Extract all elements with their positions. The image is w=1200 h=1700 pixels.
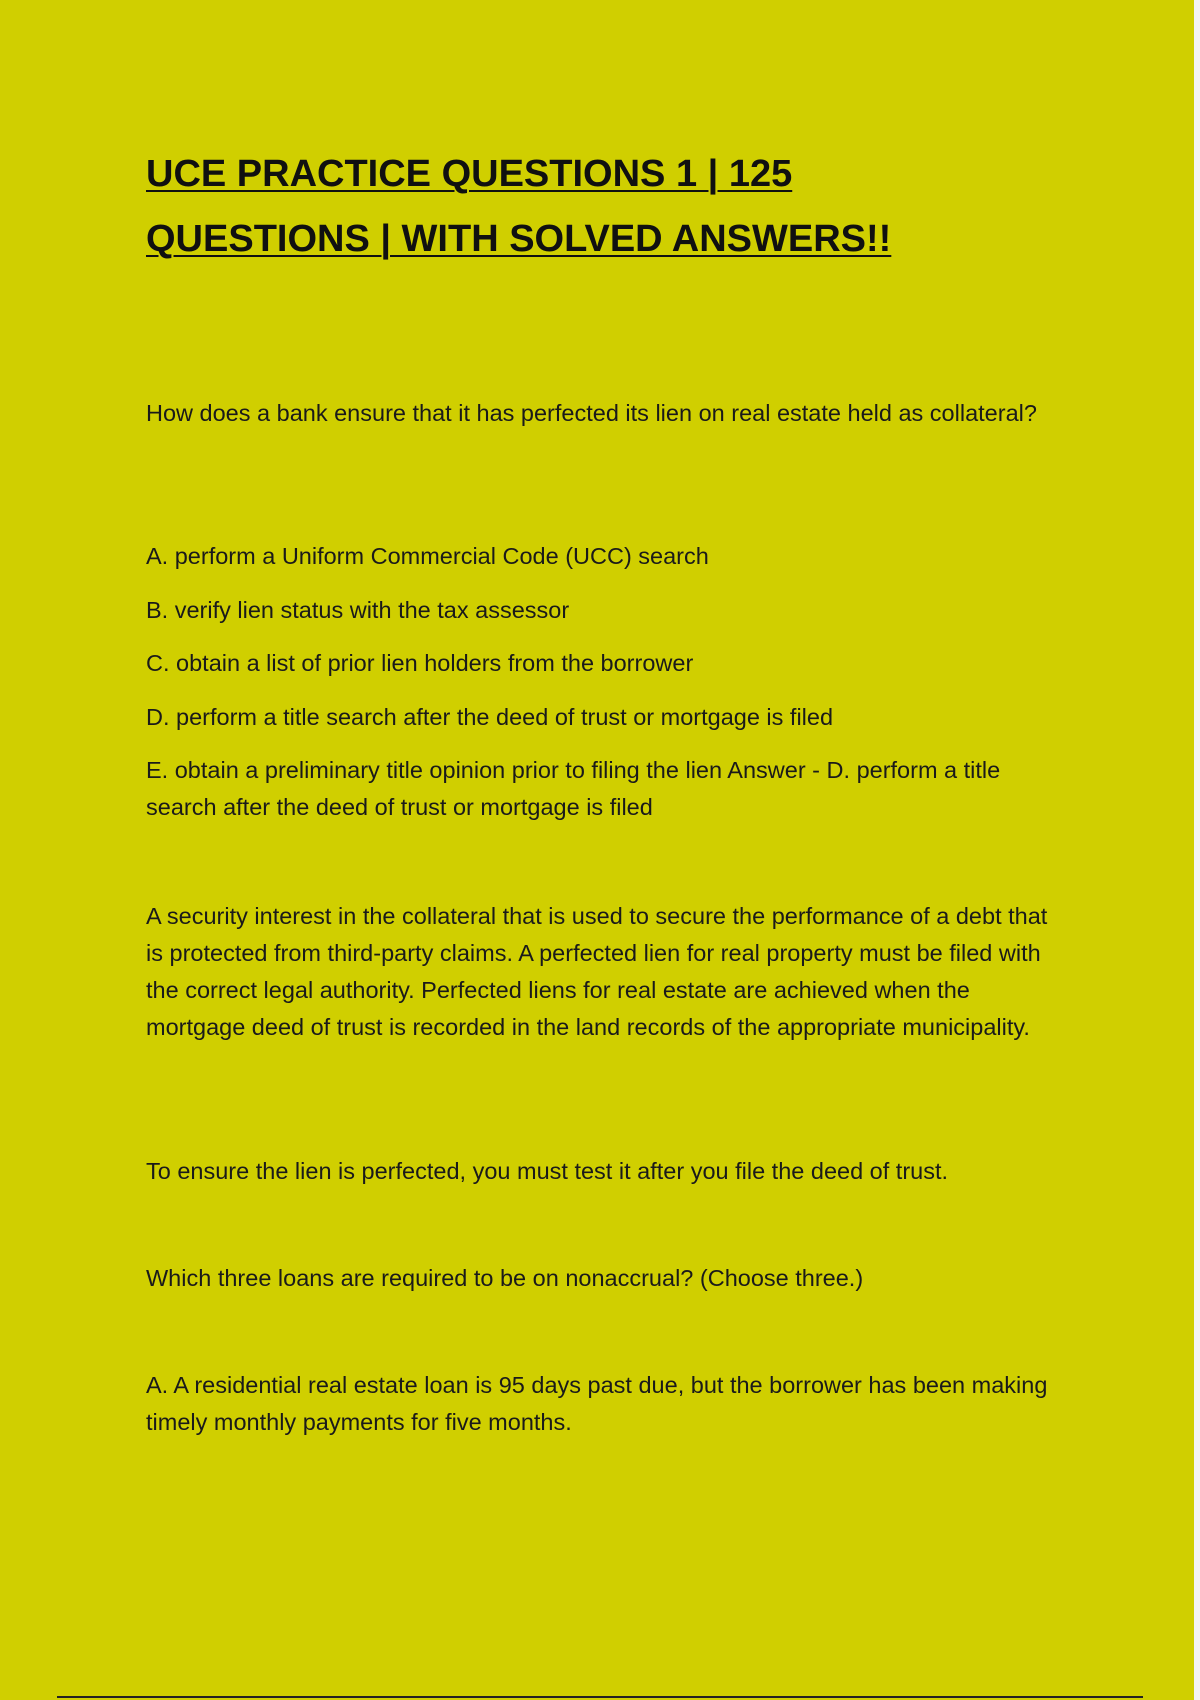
- title-line-2: QUESTIONS | WITH SOLVED ANSWERS!!: [146, 218, 892, 260]
- question-1-option-d: D. perform a title search after the deed of trust or mortgage is filed: [146, 704, 834, 730]
- document-title: [146, 142, 1046, 272]
- question-1-note: To ensure the lien is perfected, you must test it after you file the deed of trust.: [146, 1158, 949, 1184]
- question-1-option-e-with-answer: E. obtain a preliminary title opinion prior to filing the lien Answer - D. perform a title search after the deed of trust or mortgage is filed: [146, 757, 1001, 820]
- question-1-option-a: A. perform a Uniform Commercial Code (UCC) search: [146, 543, 709, 569]
- question-1-option-b: B. verify lien status with the tax assessor: [146, 597, 570, 623]
- question-1-option-c: C. obtain a list of prior lien holders from the borrower: [146, 650, 694, 676]
- question-2-text: Which three loans are required to be on nonaccrual? (Choose three.): [146, 1265, 864, 1291]
- footer-rule: [57, 1696, 1143, 1698]
- title-line-1: UCE PRACTICE QUESTIONS 1 | 125: [146, 153, 793, 195]
- question-1-text: How does a bank ensure that it has perfected its lien on real estate held as collateral?: [146, 400, 1037, 426]
- question-1-explanation: A security interest in the collateral that is used to secure the performance of a debt that is protected from third-party claims. A perfected lien for real property must be filed with the correct legal authority. Perfected liens for real estate are achieved when the mortgage deed of trust is recorded in the land records of the appropriate municipality.: [146, 903, 1048, 1040]
- page-edge: [1194, 0, 1200, 1700]
- question-2-option-a: A. A residential real estate loan is 95 days past due, but the borrower has been making timely monthly payments for five months.: [146, 1372, 1048, 1435]
